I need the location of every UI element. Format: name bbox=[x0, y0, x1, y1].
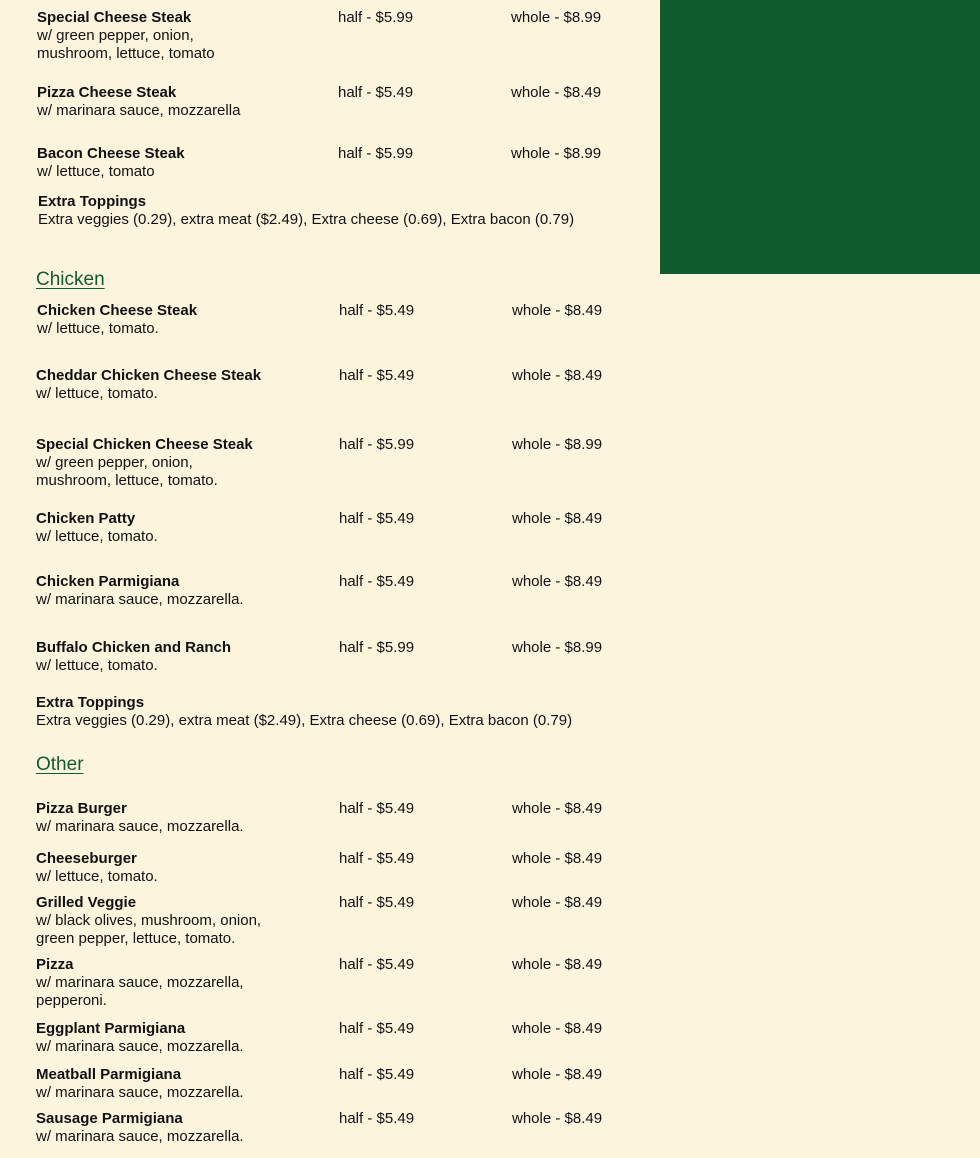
whole-price: whole - $8.49 bbox=[512, 1066, 603, 1083]
item-name: Pizza Burger bbox=[36, 800, 127, 817]
menu-item bbox=[36, 510, 326, 546]
half-price: half - $5.99 bbox=[338, 145, 414, 162]
whole-price: whole - $8.49 bbox=[512, 800, 603, 817]
half-price: half - $5.49 bbox=[338, 84, 414, 101]
menu-item bbox=[36, 956, 326, 1010]
whole-price: whole - $8.49 bbox=[512, 850, 603, 867]
menu-item bbox=[36, 367, 326, 403]
extra-toppings-text: Extra veggies (0.29), extra meat ($2.49), Extra cheese (0.69), Extra bacon (0.79) bbox=[36, 712, 573, 729]
menu-item bbox=[36, 1110, 326, 1146]
item-desc: w/ green pepper, onion, mushroom, lettuce, tomato. bbox=[36, 454, 218, 489]
extra-toppings-text: Extra veggies (0.29), extra meat ($2.49), Extra cheese (0.69), Extra bacon (0.79) bbox=[38, 211, 575, 228]
extra-toppings-title: Extra Toppings bbox=[36, 694, 145, 711]
item-desc: w/ marinara sauce, mozzarella. bbox=[36, 818, 244, 835]
item-desc: w/ black olives, mushroom, onion, green pepper, lettuce, tomato. bbox=[36, 912, 262, 947]
item-name: Buffalo Chicken and Ranch bbox=[36, 639, 232, 656]
item-name: Chicken Cheese Steak bbox=[37, 302, 198, 319]
half-price: half - $5.49 bbox=[339, 894, 415, 911]
item-name: Bacon Cheese Steak bbox=[37, 145, 185, 162]
menu-item bbox=[36, 573, 326, 609]
extra-toppings bbox=[38, 193, 574, 229]
half-price: half - $5.49 bbox=[339, 956, 415, 973]
whole-price: whole - $8.99 bbox=[512, 436, 603, 453]
menu-item bbox=[36, 850, 326, 886]
item-desc: w/ marinara sauce, mozzarella, pepperoni. bbox=[36, 974, 244, 1009]
whole-price: whole - $8.49 bbox=[512, 1020, 603, 1037]
extra-toppings-title: Extra Toppings bbox=[38, 193, 147, 210]
item-name: Pizza bbox=[36, 956, 74, 973]
half-price: half - $5.49 bbox=[339, 800, 415, 817]
half-price: half - $5.49 bbox=[339, 850, 415, 867]
half-price: half - $5.49 bbox=[339, 1066, 415, 1083]
item-name: Cheddar Chicken Cheese Steak bbox=[36, 367, 262, 384]
whole-price: whole - $8.49 bbox=[512, 1110, 603, 1127]
whole-price: whole - $8.49 bbox=[511, 84, 602, 101]
item-name: Special Chicken Cheese Steak bbox=[36, 436, 253, 453]
menu-item bbox=[36, 800, 326, 836]
whole-price: whole - $8.99 bbox=[511, 9, 602, 26]
item-desc: w/ marinara sauce, mozzarella bbox=[37, 102, 241, 119]
section-title-chicken: Chicken bbox=[36, 269, 105, 290]
half-price: half - $5.49 bbox=[339, 302, 415, 319]
item-name: Special Cheese Steak bbox=[37, 9, 192, 26]
item-desc: w/ lettuce, tomato bbox=[37, 163, 155, 180]
whole-price: whole - $8.49 bbox=[512, 302, 603, 319]
menu-item bbox=[36, 894, 326, 948]
item-name: Chicken Patty bbox=[36, 510, 136, 527]
item-desc: w/ lettuce, tomato. bbox=[36, 868, 158, 885]
half-price: half - $5.49 bbox=[339, 510, 415, 527]
item-desc: w/ marinara sauce, mozzarella. bbox=[36, 1128, 244, 1145]
item-name: Pizza Cheese Steak bbox=[37, 84, 177, 101]
green-panel bbox=[660, 0, 980, 274]
menu-item bbox=[36, 436, 326, 490]
half-price: half - $5.49 bbox=[339, 1020, 415, 1037]
item-desc: w/ green pepper, onion, mushroom, lettuce, tomato bbox=[37, 27, 215, 62]
half-price: half - $5.49 bbox=[339, 367, 415, 384]
menu-item bbox=[37, 84, 327, 120]
whole-price: whole - $8.99 bbox=[512, 639, 603, 656]
whole-price: whole - $8.49 bbox=[512, 956, 603, 973]
item-name: Eggplant Parmigiana bbox=[36, 1020, 186, 1037]
menu-item bbox=[36, 639, 326, 675]
item-name: Sausage Parmigiana bbox=[36, 1110, 183, 1127]
half-price: half - $5.49 bbox=[339, 573, 415, 590]
extra-toppings bbox=[36, 694, 572, 730]
item-desc: w/ marinara sauce, mozzarella. bbox=[36, 591, 244, 608]
whole-price: whole - $8.49 bbox=[512, 510, 603, 527]
item-desc: w/ lettuce, tomato. bbox=[36, 657, 158, 674]
whole-price: whole - $8.99 bbox=[511, 145, 602, 162]
half-price: half - $5.99 bbox=[338, 9, 414, 26]
item-desc: w/ marinara sauce, mozzarella. bbox=[36, 1038, 244, 1055]
item-desc: w/ lettuce, tomato. bbox=[36, 528, 158, 545]
section-title-other: Other bbox=[36, 754, 84, 775]
half-price: half - $5.49 bbox=[339, 1110, 415, 1127]
menu-item bbox=[37, 9, 327, 63]
whole-price: whole - $8.49 bbox=[512, 894, 603, 911]
item-name: Meatball Parmigiana bbox=[36, 1066, 182, 1083]
item-name: Cheeseburger bbox=[36, 850, 137, 867]
menu-item bbox=[36, 1066, 326, 1102]
item-name: Chicken Parmigiana bbox=[36, 573, 180, 590]
item-desc: w/ marinara sauce, mozzarella. bbox=[36, 1084, 244, 1101]
whole-price: whole - $8.49 bbox=[512, 367, 603, 384]
half-price: half - $5.99 bbox=[339, 436, 415, 453]
menu-item bbox=[37, 145, 327, 181]
menu-item bbox=[37, 302, 327, 338]
menu-item bbox=[36, 1020, 326, 1056]
item-desc: w/ lettuce, tomato. bbox=[36, 385, 158, 402]
item-name: Grilled Veggie bbox=[36, 894, 137, 911]
item-desc: w/ lettuce, tomato. bbox=[37, 320, 159, 337]
half-price: half - $5.99 bbox=[339, 639, 415, 656]
whole-price: whole - $8.49 bbox=[512, 573, 603, 590]
